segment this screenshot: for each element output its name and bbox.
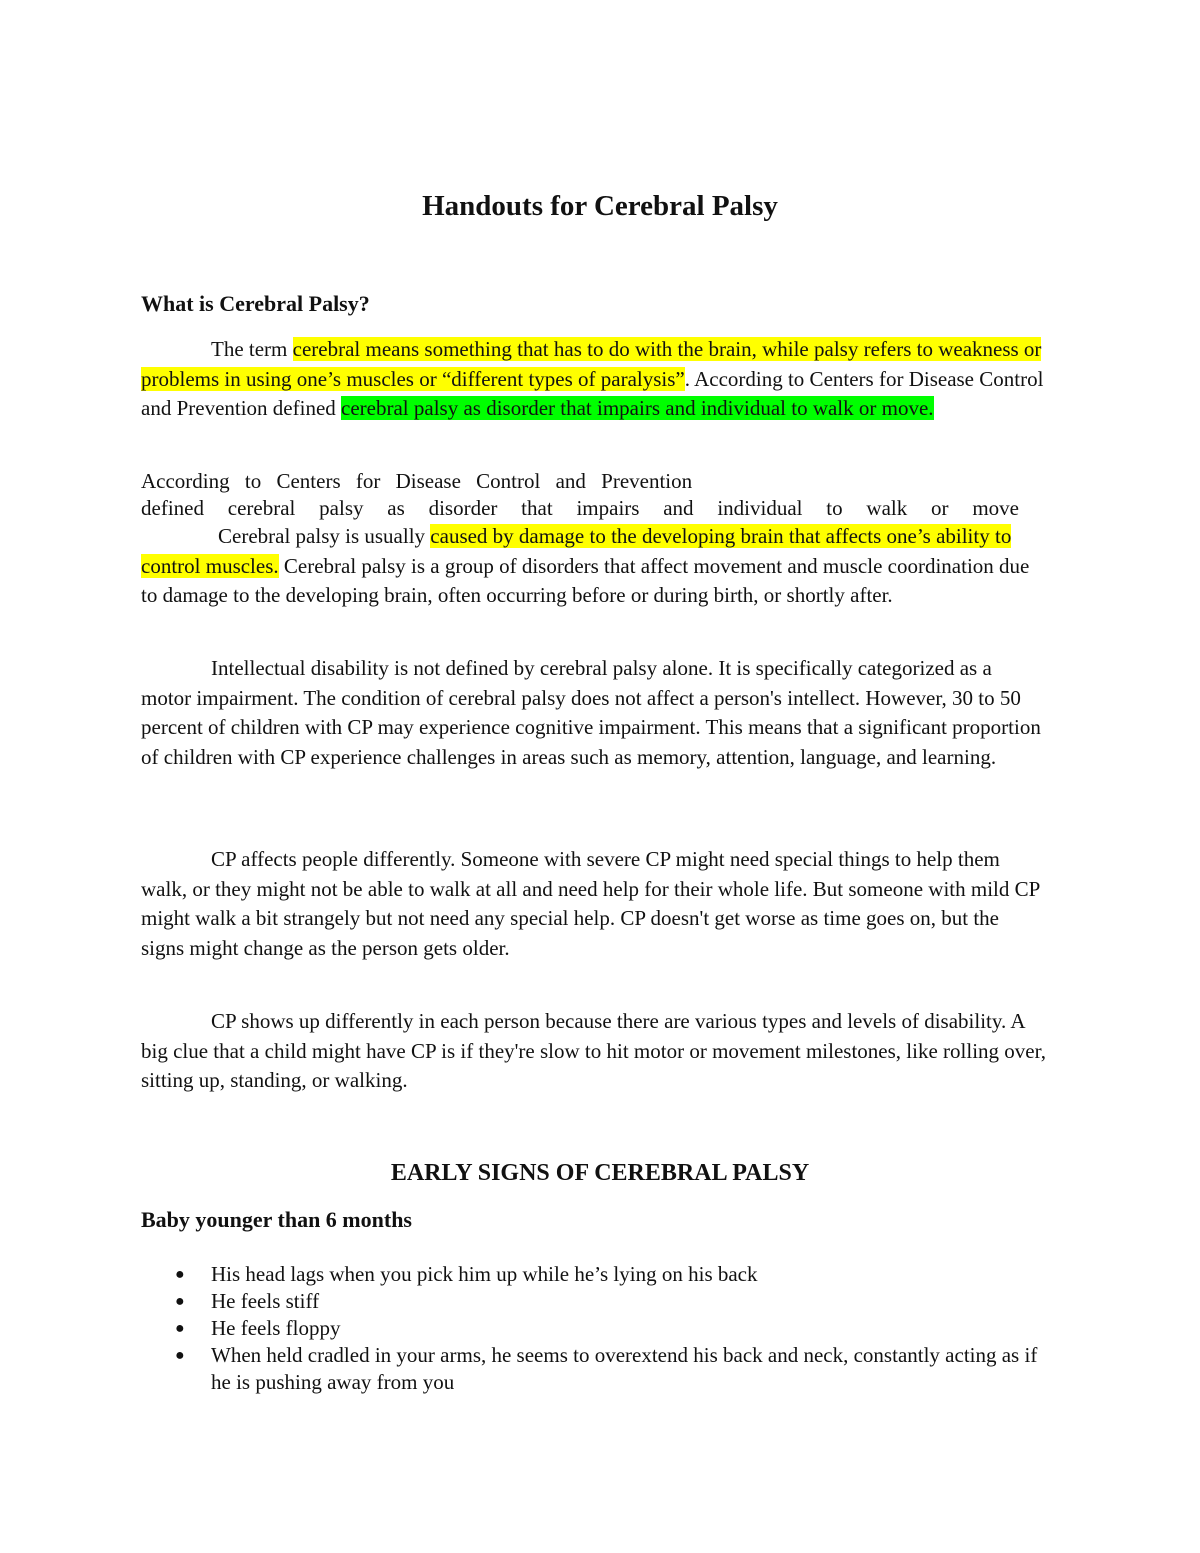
paragraph-definition-text-1: The term <box>211 337 293 361</box>
highlight-cause: caused by damage to the developing brain that affects one’s ability to control muscles. <box>141 524 1012 578</box>
paragraph-cause <box>141 522 1046 611</box>
paragraph-cause-text-1: Cerebral palsy is usually <box>218 524 431 548</box>
paragraph-cause-text-2: Cerebral palsy is a group of disorders that affect movement and muscle coordination due to damage to the developing brain, often occurring before or during birth, or shortly after. <box>141 553 1030 607</box>
highlight-cerebral-meaning: cerebral means something that has to do with the brain, while palsy refers to weakness or problems in using one’s muscles or “different types of paralysis” <box>141 337 1042 391</box>
list-item-text: He feels stiff <box>211 1289 320 1313</box>
duplicate-line-definition: defined cerebral palsy as disorder that impairs and individual to walk or move <box>141 496 1019 520</box>
list-item <box>141 1261 1046 1288</box>
list-item <box>141 1288 1046 1315</box>
bullet-icon: ● <box>175 1293 185 1310</box>
section-heading-what-is-cp: What is Cerebral Palsy? <box>141 291 370 316</box>
bullet-icon: ● <box>175 1347 185 1364</box>
paragraph-definition-text-2: . According to Centers for Disease Control and Prevention defined <box>141 366 1044 420</box>
list-item <box>141 1342 1046 1396</box>
document-title: Handouts for Cerebral Palsy <box>422 190 778 222</box>
paragraph-milestones: CP shows up differently in each person because there are various types and levels of disability. A big clue that a child might have CP is if they're slow to hit motor or movement milestones, like rolling over, sitting up, standing, or walking. <box>141 1009 1047 1092</box>
highlight-cdc-definition: cerebral palsy as disorder that impairs and individual to walk or move. <box>341 396 934 420</box>
bullet-icon: ● <box>175 1266 185 1283</box>
paragraph-definition <box>141 335 1046 424</box>
list-item <box>141 1315 1046 1342</box>
list-item-text: When held cradled in your arms, he seems to overextend his back and neck, constantly acting as if he is pushing away from you <box>211 1343 1038 1394</box>
list-item-text: His head lags when you pick him up while he’s lying on his back <box>211 1262 758 1286</box>
early-signs-heading: EARLY SIGNS OF CEREBRAL PALSY <box>390 1160 810 1186</box>
early-signs-list <box>141 1261 1046 1396</box>
age-subheading: Baby younger than 6 months <box>141 1207 412 1232</box>
duplicate-line-cdc: According to Centers for Disease Control and Prevention <box>141 469 693 493</box>
paragraph-differences: CP affects people differently. Someone with severe CP might need special things to help them walk, or they might not be able to walk at all and need help for their whole life. But someone with mild CP might walk a bit strangely but not need any special help. CP doesn't get worse as time goes on, but the signs might change as the person gets older. <box>141 847 1040 960</box>
paragraph-intellectual: Intellectual disability is not defined by cerebral palsy alone. It is specifically categorized as a motor impairment. The condition of cerebral palsy does not affect a person's intellect. However, 30 to 50 percent of children with CP may experience cognitive impairment. This means that a significant proportion of children with CP experience challenges in areas such as memory, attention, language, and learning. <box>141 656 1041 769</box>
list-item-text: He feels floppy <box>211 1316 341 1340</box>
bullet-icon: ● <box>175 1320 185 1337</box>
